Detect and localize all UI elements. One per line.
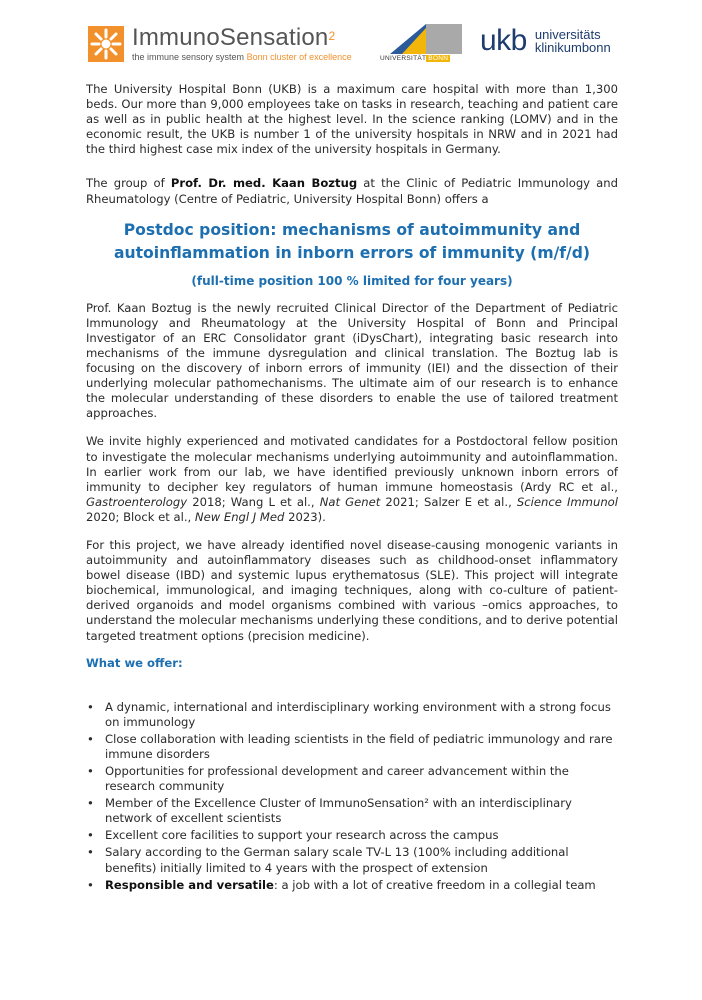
list-item: • Responsible and versatile: a job with a lot of creative freedom in a collegial team bbox=[87, 877, 596, 892]
brand-tagline: the immune sensory system Bonn cluster of excellence bbox=[132, 52, 352, 62]
immunosensation-mark-icon bbox=[88, 26, 124, 62]
intro-paragraph: The University Hospital Bonn (UKB) is a maximum care hospital with more than 1,300 beds. Our more than 9,000 employees take on tasks in research, teaching and patient care as well as in public health at the highest level. In the science ranking (LOMV) and in the economic result, the UKB is number 1 of the university hospitals in NRW and in 2021 had the third highest case mix index of the university hospitals in Germany. bbox=[86, 82, 618, 157]
offers-list bbox=[86, 700, 618, 893]
list-item: • Salary according to the German salary scale TV-L 13 (100% including additional benefits) initially limited to 4 years with the prospect of extension bbox=[87, 845, 569, 875]
universitaet-bonn-logo bbox=[380, 24, 464, 64]
position-title: Postdoc position: mechanisms of autoimmunity and autoinflammation in inborn errors of immunity (m/f/d) bbox=[113, 220, 591, 262]
list-item: • Member of the Excellence Cluster of ImmunoSensation² with an interdisciplinary network of excellent scientists bbox=[87, 796, 572, 826]
list-item: • Excellent core facilities to support your research across the campus bbox=[87, 828, 499, 843]
list-item: • Close collaboration with leading scientists in the field of pediatric immunology and rare immune disorders bbox=[87, 731, 613, 761]
content bbox=[86, 82, 618, 895]
header bbox=[88, 22, 632, 70]
ukb-text: universitäts klinikumbonn bbox=[534, 27, 611, 55]
university-label: UNIVERSITÄT BONN bbox=[380, 55, 449, 62]
list-item: • A dynamic, international and interdisciplinary working environment with a strong focus on immunology bbox=[87, 699, 611, 729]
immunosensation-logo bbox=[88, 26, 352, 62]
ukb-logo bbox=[480, 26, 611, 56]
offers-heading: What we offer: bbox=[86, 655, 183, 670]
lab-paragraph: Prof. Kaan Boztug is the newly recruited Clinical Director of the Department of Pediatric Immunology and Rheumatology at the University Hospital of Bonn and Principal Investigator of an ERC Consolidator grant (iDysChart), integrating basic research into mechanisms of the immune dysregulation and clinical translation. The Boztug lab is focusing on the discovery of inborn errors of immunity (IEI) and the dissection of their underlying molecular pathomechanisms. The ultimate aim of our research is to enhance the molecular understanding of these disorders to enable the use of tailored treatment approaches. bbox=[86, 300, 618, 421]
position-subtitle: (full-time position 100 % limited for four years) bbox=[191, 273, 513, 288]
ukb-mark: ukb bbox=[480, 24, 527, 57]
pi-name: Prof. Dr. med. Kaan Boztug bbox=[170, 176, 358, 191]
group-paragraph: The group of Prof. Dr. med. Kaan Boztug at the Clinic of Pediatric Immunology and Rheumatology (Centre of Pediatric, University Hospital Bonn) offers a bbox=[86, 176, 618, 206]
university-seal-icon bbox=[380, 24, 426, 54]
list-item: • Opportunities for professional development and career advancement within the research community bbox=[87, 764, 569, 794]
brand-name: ImmunoSensation$^2$ bbox=[132, 24, 336, 51]
project-paragraph: For this project, we have already identified novel disease-causing monogenic variants in autoimmunity and autoinflammatory diseases such as childhood-onset inflammatory bowel disease (IBD) and systemic lupus erythematosus (SLE). This project will integrate biochemical, immunological, and imaging techniques, along with co-culture of patient-derived organoids and model organisms combined with various –omics approaches, to understand the molecular mechanisms underlying these conditions, and to derive potential targeted treatment options (precision medicine). bbox=[86, 537, 618, 643]
invite-paragraph: We invite highly experienced and motivated candidates for a Postdoctoral fellow position to investigate the molecular mechanisms underlying autoimmunity and autoinflammation. In earlier work from our lab, we have identified previously unknown inborn errors of immunity to decipher key regulators of human immune homeostasis (Ardy RC et al., Gastroenterology 2018; Wang L et al., Nat Genet 2021; Salzer E et al., Science Immunol 2020; Block et al., New Engl J Med 2023). bbox=[86, 434, 618, 524]
